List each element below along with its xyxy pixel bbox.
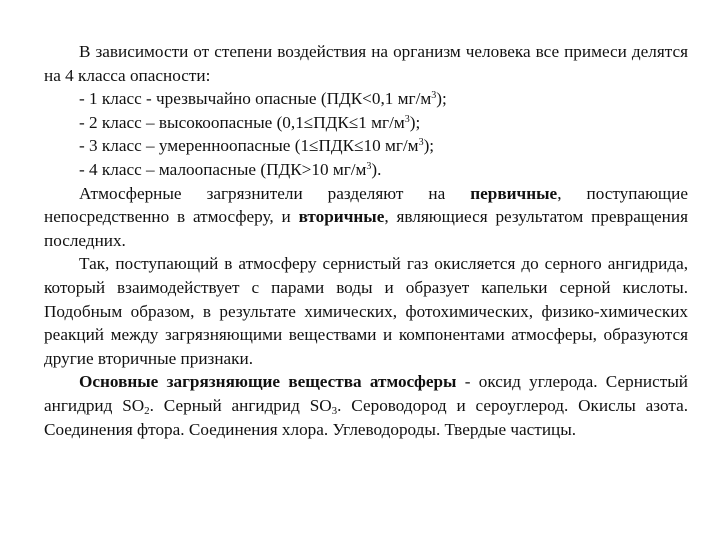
primary-term: первичные xyxy=(470,183,558,203)
hazard-class-3: - 3 класс – умеренноопасные (1≤ПДК≤10 $мг/м^3$); xyxy=(79,136,435,156)
secondary-term: вторичные xyxy=(298,207,385,227)
hazard-class-1: - 1 класс - чрезвычайно опасные (ПДК<0,1 $мг/м^3$); xyxy=(79,89,447,109)
sulfur-paragraph: Так, поступающий в атмосферу сернистый газ окисляется до серного ангидрида, который взаимодействует с парами воды и образует капельки серной кислоты. Подобным образом, в результате химических, фотохимических, физико-химических реакций между загрязняющими веществами и компонентами атмосферы, образуются другие вторичные признаки. xyxy=(44,254,688,368)
document-page xyxy=(44,40,688,441)
main-pollutants-paragraph: Основные загрязняющие вещества атмосферы - оксид углерода. Сернистый ангидрид $SO_2$. Серный ангидрид $SO_3$. Сероводород и сероуглерод. Окислы азота. Соединения фтора. Соединения хлора. Углеводороды. Твердые частицы. xyxy=(44,372,688,439)
main-pollutants-heading: Основные загрязняющие вещества атмосферы xyxy=(79,372,457,392)
hazard-class-4: - 4 класс – малоопасные (ПДК>10 $мг/м^3$). xyxy=(79,159,382,179)
intro-paragraph: В зависимости от степени воздействия на организм человека все примеси делятся на 4 класса опасности: xyxy=(44,42,688,85)
hazard-class-2: - 2 класс – высокоопасные (0,1≤ПДК≤1 $мг/м^3$); xyxy=(79,112,421,132)
pollutants-paragraph: Атмосферные загрязнители разделяют на первичные, поступающие непосредственно в атмосферу, и вторичные, являющиеся результатом превращения последних. xyxy=(44,183,688,250)
